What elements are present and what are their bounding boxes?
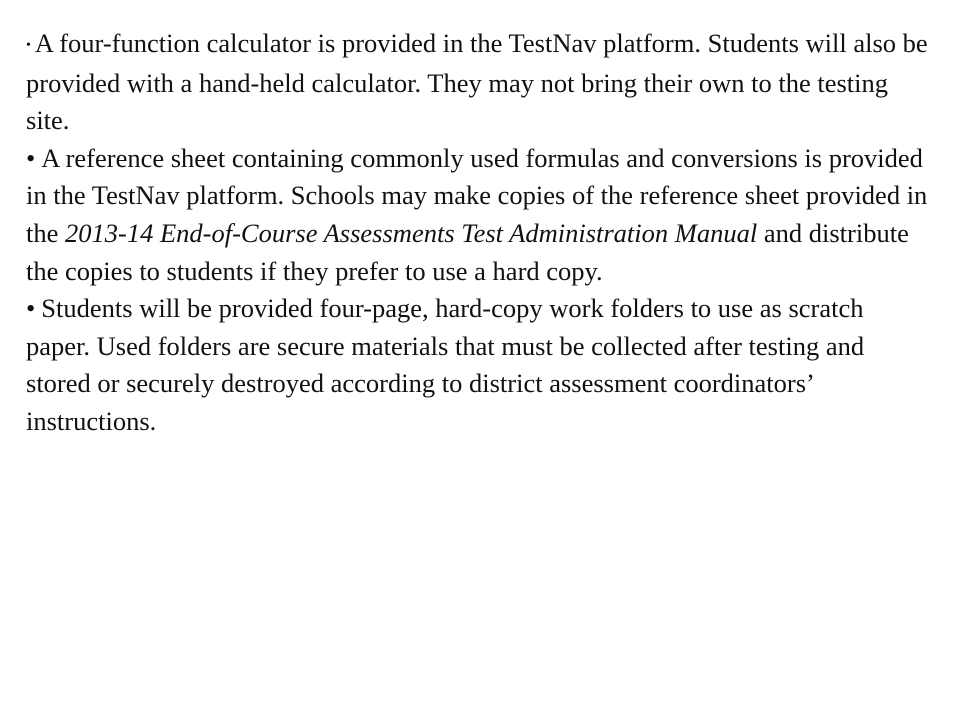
bullet-text: A reference sheet containing commonly used formulas and conversions is provided in the TestNav platform. Schools may make copies of the reference sheet provided in the [26,142,928,248]
bullet-text-continued: and distribute the copies to students if they prefer to use a hard copy. [26,217,909,286]
bullet-icon: • [26,38,31,53]
bullet-list [26,25,931,441]
bullet-text: A four-function calculator is provided in the TestNav platform. Students will also be provided with a hand-held calculator. They may not bring their own to the testing site. [26,28,928,136]
bullet-icon: • [26,142,36,173]
bullet-item-calculator [26,25,931,140]
bullet-item-work-folders [26,290,931,440]
bullet-icon: • [26,293,36,324]
bullet-text: Students will be provided four-page, hard-copy work folders to use as scratch paper. Used folders are secure materials that must be collected after testing and stored or securely destroyed according to district assessment coordinators’ instructions. [26,293,865,436]
bullet-item-reference-sheet [26,140,931,290]
manual-title: 2013-14 End-of-Course Assessments Test Administration Manual [65,217,758,248]
